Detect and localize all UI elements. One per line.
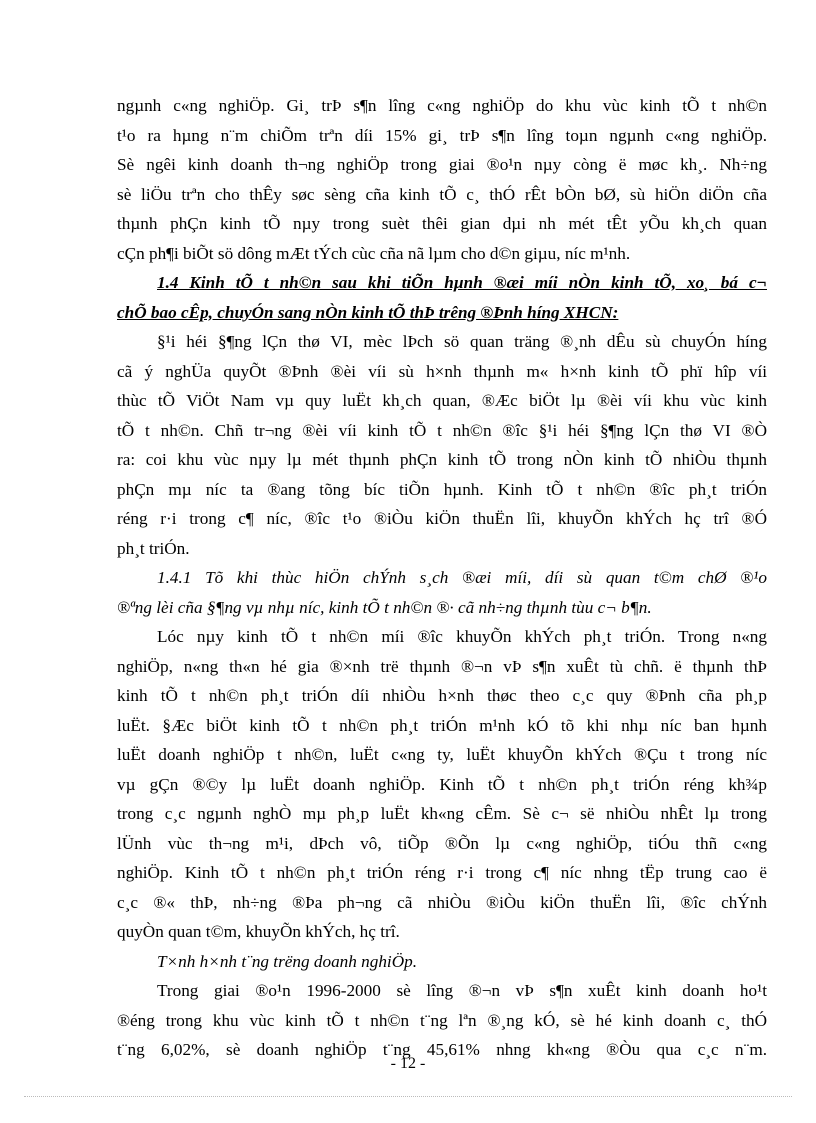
text-line: t¹o ra hµng n¨m chiÕm trªn díi 15% gi¸ trÞ s¶n lîng toµn ngµnh c«ng nghiÖp. (117, 125, 767, 145)
subsection-heading: T×nh h×nh t¨ng trëng doanh nghiÖp. (157, 951, 418, 971)
text-line: réng r·i trong c¶ níc, ®îc t¹o ®iÒu kiÖn thuËn lîi, khuyÕn khÝch hç trî ®Ó (117, 509, 767, 528)
text-line: §¹i héi §¶ng lÇn thø VI, mèc lÞch sö quan träng ®¸nh dÊu sù chuyÓn híng (157, 332, 767, 351)
text-line: nghiÖp. Kinh tÕ t nh©n ph¸t triÓn réng r·i trong c¶ níc nhng tËp trung cao ë (117, 863, 767, 882)
text-line: ngµnh c«ng nghiÖp. Gi¸ trÞ s¶n lîng c«ng nghiÖp do khu vùc kinh tÕ t nh©n (117, 96, 767, 115)
text-line: Trong giai ®o¹n 1996-2000 sè lîng ®¬n vÞ s¶n xuÊt kinh doanh ho¹t (157, 981, 767, 1000)
text-line: lÜnh vùc th¬ng m¹i, dÞch vô, tiÕp ®Õn lµ c«ng nghiÖp, tiÓu thñ c«ng (117, 833, 767, 853)
page-number: - 12 - (390, 1055, 426, 1072)
text-line: thµnh phÇn kinh tÕ nµy trong suèt thêi gian dµi nh mét tÊt yÕu kh¸ch quan (117, 214, 767, 233)
text-line: ph¸t triÓn. (117, 538, 190, 558)
section-heading: 1.4 Kinh tÕ t nh©n sau khi tiÕn hµnh ®æi míi nÒn kinh tÕ, xo¸ bá c¬ (157, 273, 767, 292)
text-line: thùc tÕ ViÖt Nam vµ quy luËt kh¸ch quan, ®Æc biÖt lµ ®èi víi khu vùc kinh (117, 391, 767, 410)
text-line: phÇn mµ níc ta ®ang tõng bíc tiÕn hµnh. Kinh tÕ t nh©n ®îc ph¸t triÓn (117, 479, 767, 499)
text-line: t¨ng 6,02%, sè doanh nghiÖp t¨ng 45,61% nhng kh«ng ®Òu qua c¸c n¨m. (117, 1040, 767, 1059)
text-line: trong c¸c ngµnh nghÒ mµ ph¸p luËt kh«ng cÊm. Sè c¬ së nhiÒu nhÊt lµ trong (117, 804, 767, 823)
text-line: ®éng trong khu vùc kinh tÕ t nh©n t¨ng lªn ®¸ng kÓ, sè hé kinh doanh c¸ thÓ (117, 1010, 767, 1030)
text-line: kinh tÕ t nh©n ph¸t triÓn díi nhiÒu h×nh thøc theo c¸c quy ®Þnh cña ph¸p (117, 686, 767, 705)
text-line: quyÒn quan t©m, khuyÕn khÝch, hç trî. (117, 922, 400, 941)
text-line: tÕ t nh©n. Chñ tr¬ng ®èi víi kinh tÕ t nh©n ®îc §¹i héi §¶ng lÇn thø VI ®Ò (117, 420, 767, 440)
document-body (117, 91, 767, 1065)
text-line: Sè ngêi kinh doanh th¬ng nghiÖp trong giai ®o¹n nµy còng ë møc kh¸. Nh÷ng (117, 155, 767, 174)
text-line: ra: coi khu vùc nµy lµ mét thµnh phÇn kinh tÕ trong nÒn kinh tÕ nhiÒu thµnh (117, 450, 767, 469)
text-line: cÇn ph¶i biÕt sö dông mÆt tÝch cùc cña nã lµm cho d©n giµu, níc m¹nh. (117, 243, 631, 263)
text-line: nghiÖp, n«ng th«n hé gia ®×nh trë thµnh ®¬n vÞ s¶n xuÊt tù chñ. ë thµnh thÞ (117, 656, 767, 676)
text-line: luËt doanh nghiÖp t nh©n, luËt c«ng ty, luËt khuyÕn khÝch ®Çu t trong níc (117, 745, 767, 764)
text-line: c¸c ®« thÞ, nh÷ng ®Þa ph¬ng cã nhiÒu ®iÒu kiÖn thuËn lîi, ®îc chÝnh (117, 892, 767, 912)
subsection-heading: 1.4.1 Tõ khi thùc hiÖn chÝnh s¸ch ®æi míi, díi sù quan t©m chØ ®¹o (157, 568, 767, 587)
text-line: vµ gÇn ®©y lµ luËt doanh nghiÖp. Kinh tÕ t nh©n ph¸t triÓn réng kh¾p (117, 774, 767, 794)
text-line: luËt. §Æc biÖt kinh tÕ t nh©n ph¸t triÓn m¹nh kÓ tõ khi nhµ níc ban hµnh (117, 715, 767, 735)
footer-divider (24, 1096, 792, 1097)
subsection-heading: ®ªng lèi cña §¶ng vµ nhµ níc, kinh tÕ t nh©n ®· cã nh÷ng thµnh tùu c¬ b¶n. (117, 597, 652, 617)
text-line: Lóc nµy kinh tÕ t nh©n míi ®îc khuyÕn khÝch ph¸t triÓn. Trong n«ng (157, 627, 767, 646)
text-line: cã ý nghÜa quyÕt ®Þnh ®èi víi sù h×nh thµnh m« h×nh kinh tÕ phï hîp víi (117, 361, 767, 381)
section-heading: chÕ bao cÊp, chuyÓn sang nÒn kinh tÕ thÞ trêng ®Þnh híng XHCN: (117, 302, 619, 322)
text-line: sè liÖu trªn cho thÊy søc sèng cña kinh tÕ c¸ thÓ rÊt bÒn bØ, sù hiÖn diÖn cña (117, 184, 767, 204)
